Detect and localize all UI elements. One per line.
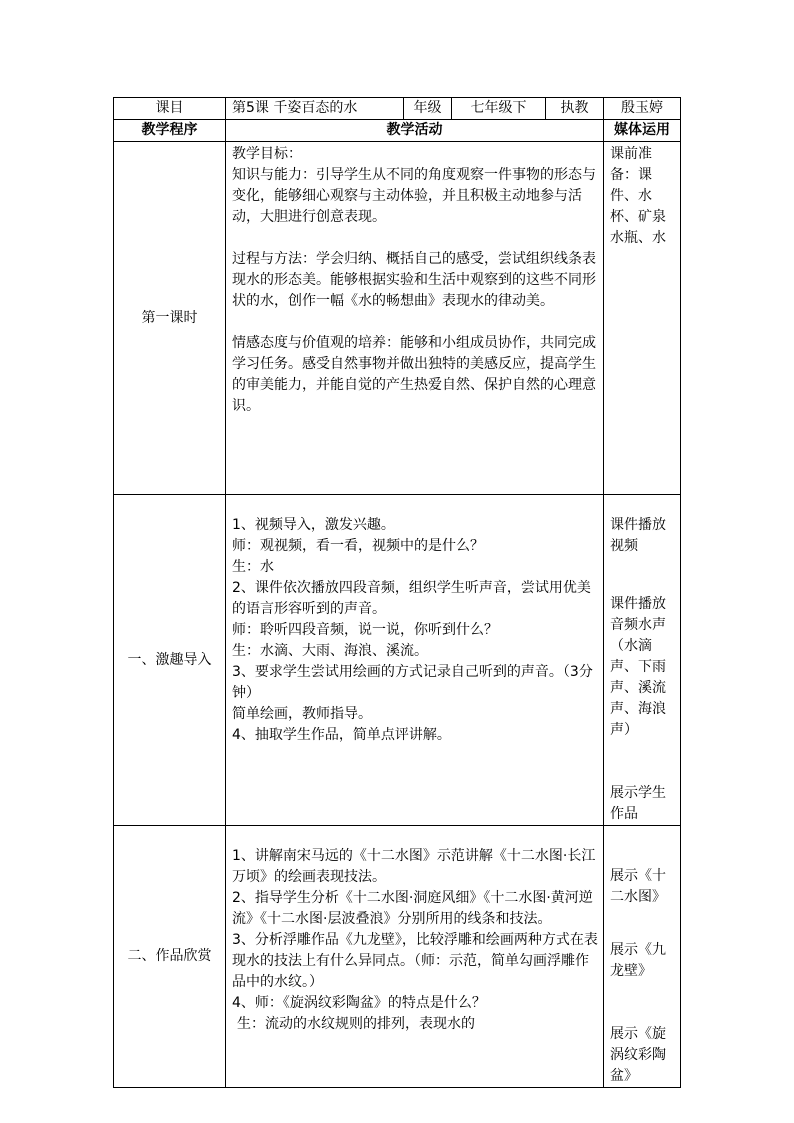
header-row (114, 98, 681, 120)
grade-value: 七年级下 (452, 98, 546, 120)
media-cell (604, 826, 681, 1088)
media-line: 课件播放视频 (610, 517, 666, 554)
activity-line: 生：流动的水纹规则的排列，表现水的 (237, 1016, 475, 1032)
procedure-cell: 第一课时 (114, 142, 226, 495)
activity-cell (226, 826, 604, 1088)
grade-label: 年级 (404, 98, 452, 120)
blank-line (610, 982, 675, 1024)
activity-line: 过程与方法：学会归纳、概括自己的感受，尝试组织线条表现水的形态美。能够根据实验和生活中观察到的这些不同形状的水，创作一幅《水的畅想曲》表现水的律动美。 (232, 251, 596, 309)
activity-line: 生：水 (232, 559, 274, 575)
activity-line: 4、抽取学生作品，简单点评讲解。 (232, 727, 451, 743)
procedure-cell: 二、作品欣赏 (114, 826, 226, 1088)
activity-line: 教学目标： (232, 146, 302, 162)
activity-line: 2、课件依次播放四段音频，组织学生听声音，尝试用优美的语言形容听到的声音。 (232, 580, 591, 617)
table-row (114, 142, 681, 495)
lesson-title (226, 98, 404, 120)
activity-line: 1、视频导入，激发兴趣。 (232, 517, 395, 533)
media-line: 展示《旋涡纹彩陶盆》 (610, 1026, 666, 1084)
media-line: 课件播放音频水声（水滴声、下雨声、溪流声、海浪声） (610, 596, 666, 738)
media-cell (604, 142, 681, 495)
activity-cell (226, 142, 604, 495)
activity-line: 1、讲解南宋马远的《十二水图》示范讲解《十二水图·长江万顷》的绘画表现技法。 (232, 848, 596, 885)
media-line: 展示《十二水图》 (610, 868, 666, 905)
activity-line: 3、要求学生尝试用绘画的方式记录自己听到的声音。（3分钟） (232, 664, 593, 701)
subject-label: 课目 (114, 98, 226, 120)
activity-column-header: 教学活动 (226, 120, 604, 142)
lesson-plan-table (113, 97, 681, 1088)
table-row (114, 495, 681, 826)
activity-line: 师：观视频，看一看，视频中的是什么？ (232, 538, 484, 554)
media-line: 展示学生作品 (610, 785, 666, 822)
blank-line (610, 557, 675, 594)
activity-line: 师：聆听四段音频，说一说，你听到什么？ (232, 622, 498, 638)
activity-line: 简单绘画，教师指导。 (232, 706, 372, 722)
media-cell (604, 495, 681, 826)
media-line: 课前准备：课件、水杯、矿泉水瓶、水 (610, 146, 666, 246)
media-line: 展示《九龙壁》 (610, 942, 666, 979)
table-row (114, 826, 681, 1088)
blank-line (610, 741, 675, 783)
activity-line: 2、指导学生分析《十二水图·洞庭风细》《十二水图·黄河逆流》《十二水图·层波叠浪》分别所用的线条和技法。 (232, 890, 593, 927)
activity-cell (226, 495, 604, 826)
teacher-name: 殷玉婷 (604, 98, 681, 120)
procedure-cell: 一、激趣导入 (114, 495, 226, 826)
blank-line (232, 312, 598, 333)
activity-line: 生：水滴、大雨、海浪、溪流。 (232, 643, 428, 659)
teacher-label: 执教 (546, 98, 604, 120)
column-header-row (114, 120, 681, 142)
lesson-title-text: 第5课 千姿百态的水 (232, 100, 358, 116)
blank-line (610, 908, 675, 940)
activity-line: 4、师：《旋涡纹彩陶盆》的特点是什么？ (232, 995, 486, 1011)
blank-line (232, 228, 598, 249)
activity-line: 知识与能力：引导学生从不同的角度观察一件事物的形态与变化，能够细心观察与主动体验，并且积极主动地参与活动，大胆进行创意表现。 (232, 167, 596, 225)
media-column-header: 媒体运用 (604, 120, 681, 142)
activity-line: 3、分析浮雕作品《九龙壁》，比较浮雕和绘画两种方式在表现水的技法上有什么异同点。（师：示范，简单勾画浮雕作品中的水纹。） (232, 932, 598, 990)
activity-line: 情感态度与价值观的培养：能够和小组成员协作，共同完成学习任务。感受自然事物并做出独特的美感反应，提高学生的审美能力，并能自觉的产生热爱自然、保护自然的心理意识。 (232, 335, 596, 414)
procedure-column-header: 教学程序 (114, 120, 226, 142)
